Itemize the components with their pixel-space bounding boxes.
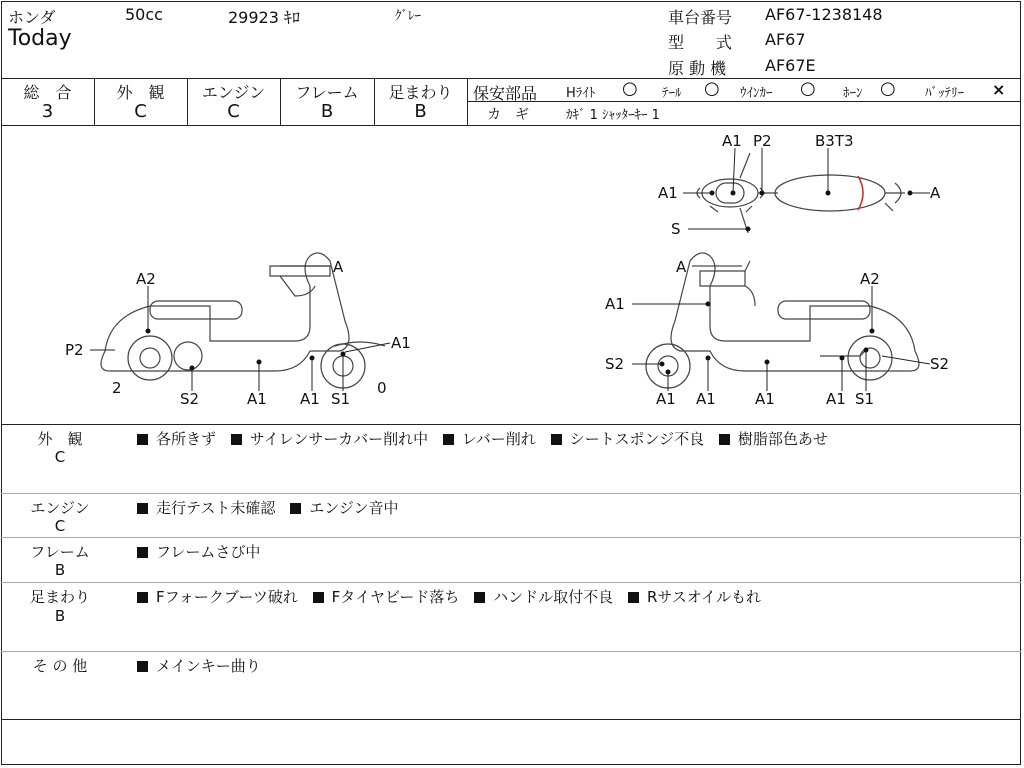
- engine-label: 原 動 機: [668, 59, 727, 78]
- list-item: Fフォークブーツ破れ: [137, 588, 298, 606]
- section-frame-grade: B: [54, 561, 66, 579]
- section-exterior-label: 外 観: [37, 430, 83, 448]
- square-bullet-icon: [137, 661, 148, 672]
- label-left-a: A: [333, 258, 344, 276]
- exterior-label: 外 観: [116, 83, 165, 102]
- mileage: 29923 ｷﾛ: [228, 8, 300, 27]
- label-right-a1d: A1: [755, 390, 775, 408]
- section-exterior-grade: C: [54, 448, 66, 466]
- headlight-label: Hﾗｲﾄ: [566, 86, 596, 101]
- section-suspension-items: [137, 586, 771, 607]
- headlight-ok-icon: ○: [622, 78, 638, 99]
- label-top-a: A: [930, 184, 941, 202]
- label-top-a1: A1: [722, 132, 742, 150]
- maker: ホンダ: [8, 8, 56, 27]
- section-other-label: そ の 他: [32, 657, 88, 675]
- square-bullet-icon: [137, 434, 148, 445]
- label-left-p2: P2: [65, 341, 84, 359]
- safety-label: 保安部品: [473, 84, 538, 103]
- leader-lines: [90, 148, 930, 391]
- key-label: カ ギ: [487, 107, 529, 123]
- label-right-a2: A2: [860, 270, 880, 288]
- square-bullet-icon: [290, 503, 301, 514]
- label-left-a1: A1: [247, 390, 267, 408]
- list-item: フレームさび中: [137, 543, 260, 561]
- section-divider: [1, 493, 1021, 494]
- frame-grade-label: フレーム: [295, 83, 359, 102]
- list-item: メインキー曲り: [137, 657, 261, 675]
- overall-grade: 3: [41, 101, 54, 122]
- section-other-items: [137, 655, 271, 676]
- label-right-a1e: A1: [826, 390, 846, 408]
- grid-line: [1, 424, 1021, 425]
- suspension-grade: B: [414, 101, 427, 122]
- section-engine-label: エンジン: [30, 499, 90, 517]
- battery-ng-icon: ×: [992, 80, 1006, 99]
- label-top-p2: P2: [753, 132, 772, 150]
- list-item: Fタイヤビード落ち: [313, 588, 460, 606]
- marker-dots: [146, 191, 913, 375]
- section-frame-items: [137, 541, 270, 562]
- scooter-outlines: [101, 153, 919, 388]
- label-right-a1b: A1: [656, 390, 676, 408]
- label-left-a1c: A1: [391, 334, 411, 352]
- label-right-a1c: A1: [696, 390, 716, 408]
- section-divider: [1, 651, 1021, 652]
- list-item: Rサスオイルもれ: [628, 588, 761, 606]
- list-item: ハンドル取付不良: [474, 588, 613, 606]
- label-right-s2: S2: [605, 355, 625, 373]
- square-bullet-icon: [137, 503, 148, 514]
- label-right-a: A: [676, 258, 687, 276]
- winker-ok-icon: ○: [800, 78, 816, 99]
- square-bullet-icon: [137, 592, 148, 603]
- label-right-s2b: S2: [930, 355, 950, 373]
- horn-label: ﾎｰﾝ: [843, 86, 863, 101]
- list-item: エンジン音中: [290, 499, 398, 517]
- square-bullet-icon: [443, 434, 454, 445]
- label-left-0: 0: [377, 379, 387, 397]
- square-bullet-icon: [313, 592, 324, 603]
- section-exterior-items: [137, 428, 838, 449]
- list-item: シートスポンジ不良: [551, 430, 704, 448]
- square-bullet-icon: [719, 434, 730, 445]
- section-engine-grade: C: [54, 517, 66, 535]
- suspension-grade-label: 足まわり: [388, 83, 453, 102]
- square-bullet-icon: [628, 592, 639, 603]
- grid-line: [1, 719, 1021, 720]
- square-bullet-icon: [231, 434, 242, 445]
- tail-label: ﾃｰﾙ: [662, 86, 682, 101]
- engine-grade: C: [227, 101, 240, 122]
- label-top-a1-left: A1: [658, 184, 678, 202]
- overall-label: 総 合: [23, 83, 72, 102]
- horn-ok-icon: ○: [880, 78, 896, 99]
- tail-ok-icon: ○: [704, 78, 720, 99]
- label-right-s1: S1: [855, 390, 875, 408]
- displacement: 50cc: [125, 5, 163, 24]
- label-left-s2: S2: [180, 390, 200, 408]
- section-divider: [1, 537, 1021, 538]
- winker-label: ｳｲﾝｶｰ: [740, 86, 773, 101]
- label-left-a2: A2: [136, 270, 156, 288]
- scooter-diagram: [0, 126, 1022, 424]
- square-bullet-icon: [137, 547, 148, 558]
- exterior-grade: C: [134, 101, 147, 122]
- grid-line: [467, 101, 1021, 102]
- frame-no-label: 車台番号: [668, 8, 733, 27]
- list-item: サイレンサーカバー削れ中: [231, 430, 428, 448]
- grid-line: [467, 78, 468, 125]
- list-item: 各所きず: [137, 430, 216, 448]
- section-frame-label: フレーム: [30, 543, 90, 561]
- frame-no: AF67-1238148: [765, 5, 883, 24]
- label-right-a1: A1: [605, 295, 625, 313]
- frame-grade: B: [320, 101, 334, 122]
- label-top-s: S: [671, 220, 681, 238]
- square-bullet-icon: [474, 592, 485, 603]
- section-engine-items: [137, 497, 408, 518]
- square-bullet-icon: [551, 434, 562, 445]
- type-value: AF67: [765, 30, 806, 49]
- section-divider: [1, 582, 1021, 583]
- color: ｸﾞﾚｰ: [395, 9, 421, 24]
- section-suspension-grade: B: [54, 607, 66, 625]
- label-top-b3t3: B3T3: [815, 132, 854, 150]
- engine-value: AF67E: [765, 56, 816, 75]
- list-item: 樹脂部色あせ: [719, 430, 828, 448]
- label-left-2: 2: [112, 379, 122, 397]
- list-item: 走行テスト未確認: [137, 499, 275, 517]
- key-value: ｶｷﾞ 1 ｼｬｯﾀｰｷｰ 1: [566, 108, 660, 123]
- model-name: Today: [8, 26, 72, 51]
- grid-line: [1, 78, 1021, 79]
- section-suspension-label: 足まわり: [29, 588, 90, 606]
- type-label: 型 式: [668, 33, 733, 52]
- label-left-a1b: A1: [300, 390, 320, 408]
- list-item: レバー削れ: [443, 430, 536, 448]
- battery-label: ﾊﾞｯﾃﾘｰ: [925, 86, 964, 101]
- engine-grade-label: エンジン: [201, 83, 266, 102]
- scooter-top-view: [697, 153, 905, 233]
- label-left-s1: S1: [331, 390, 351, 408]
